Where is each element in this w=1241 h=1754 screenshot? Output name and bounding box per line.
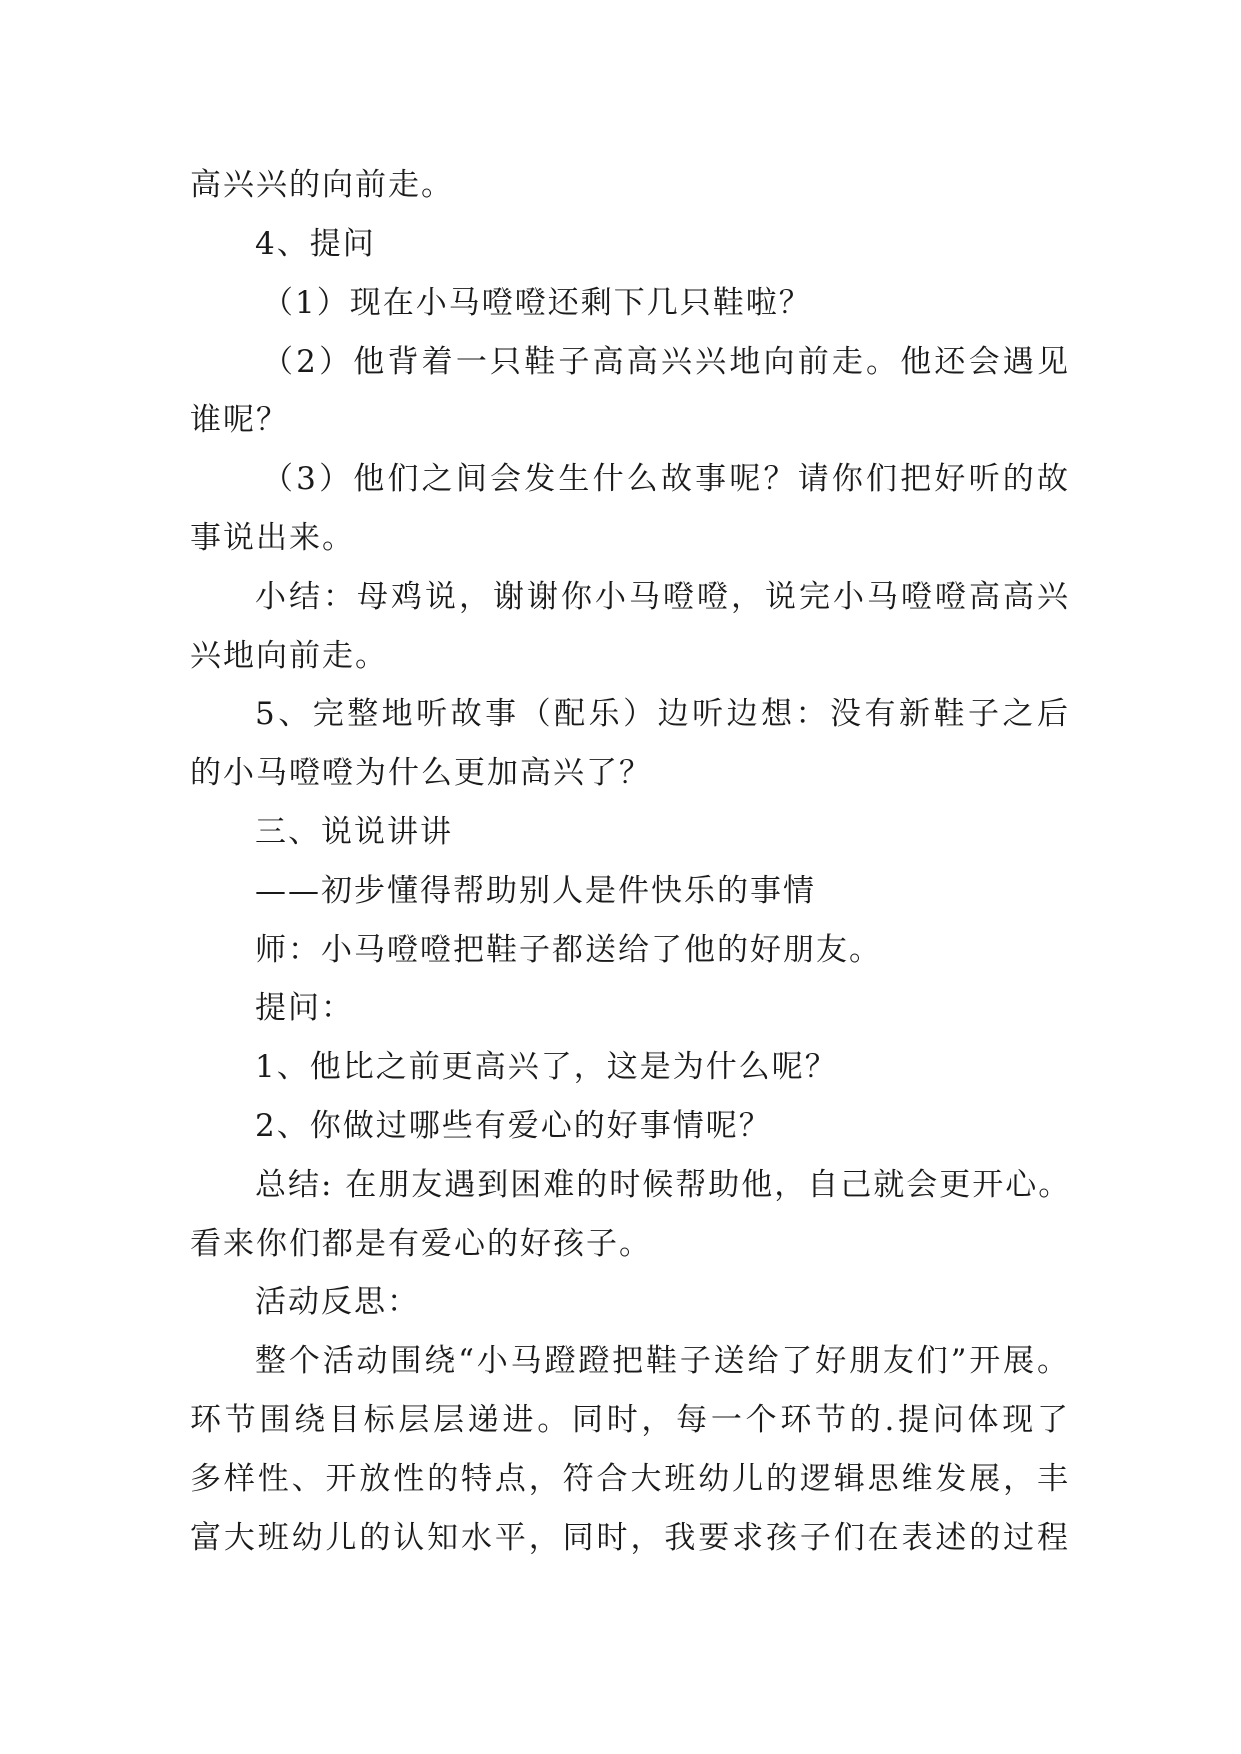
text-line: 总结: 在朋友遇到困难的时候帮助他，自己就会更开心。 (255, 1167, 1072, 1203)
text-line: 环节围绕目标层层递进。同时，每一个环节的.提问体现了 (190, 1402, 1070, 1438)
text-line: 活动反思： (255, 1284, 420, 1320)
text-line: 小结：母鸡说，谢谢你小马噔噔，说完小马噔噔高高兴 (255, 579, 1070, 615)
text-line: 提问： (255, 990, 354, 1026)
text-line: 2、你做过哪些有爱心的好事情呢？ (255, 1108, 772, 1144)
text-line: 富大班幼儿的认知水平，同时，我要求孩子们在表述的过程 (190, 1520, 1070, 1556)
text-line: 事说出来。 (190, 520, 355, 556)
text-line: 多样性、开放性的特点，符合大班幼儿的逻辑思维发展，丰 (190, 1461, 1070, 1497)
text-line: 师：小马噔噔把鞋子都送给了他的好朋友。 (255, 932, 882, 968)
text-line: 高兴兴的向前走。 (190, 167, 454, 203)
text-line: 整个活动围绕“小马蹬蹬把鞋子送给了好朋友们”开展。 (255, 1343, 1070, 1379)
text-line: 谁呢？ (190, 402, 289, 438)
text-line: ——初步懂得帮助别人是件快乐的事情 (255, 873, 816, 909)
text-line: 三、说说讲讲 (255, 814, 453, 850)
text-line: 4、提问 (255, 226, 376, 262)
text-line: 看来你们都是有爱心的好孩子。 (190, 1226, 652, 1262)
text-line: 1、他比之前更高兴了，这是为什么呢？ (255, 1049, 838, 1085)
text-line: 的小马噔噔为什么更加高兴了？ (190, 755, 652, 791)
text-line: （2）他背着一只鞋子高高兴兴地向前走。他还会遇见 (262, 344, 1070, 380)
text-line: 兴地向前走。 (190, 638, 388, 674)
text-line: （3）他们之间会发生什么故事呢？请你们把好听的故 (262, 461, 1070, 497)
text-line: （1）现在小马噔噔还剩下几只鞋啦？ (262, 285, 812, 321)
text-line: 5、完整地听故事（配乐）边听边想：没有新鞋子之后 (255, 696, 1070, 732)
